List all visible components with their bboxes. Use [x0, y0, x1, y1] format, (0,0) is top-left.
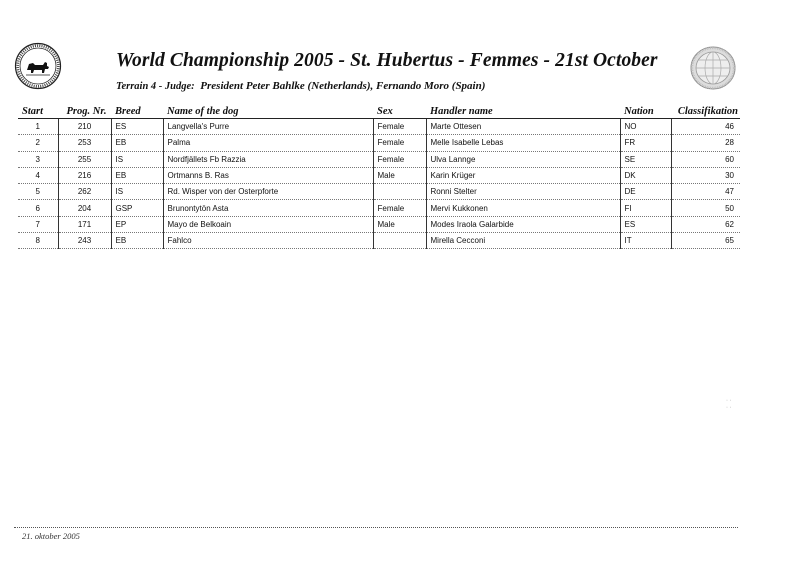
cell-breed: GSP — [111, 200, 163, 216]
cell-sex — [373, 233, 426, 249]
cell-dog-name: Mayo de Belkoain — [163, 216, 373, 232]
cell-breed: IS — [111, 151, 163, 167]
cell-start: 2 — [18, 135, 58, 151]
cell-handler: Modes Iraola Galarbide — [426, 216, 620, 232]
cell-sex: Female — [373, 151, 426, 167]
cell-dog-name: Nordfjällets Fb Razzia — [163, 151, 373, 167]
cell-sex: Female — [373, 200, 426, 216]
table-row — [18, 233, 740, 249]
col-handler: Handler name — [426, 104, 620, 119]
table-row — [18, 216, 740, 232]
table-row — [18, 167, 740, 183]
cell-prog-nr: 243 — [58, 233, 111, 249]
cell-nation: DE — [620, 184, 671, 200]
cell-classification: 28 — [671, 135, 740, 151]
cell-classification: 46 — [671, 119, 740, 135]
table-header-row — [18, 104, 740, 119]
cell-classification: 62 — [671, 216, 740, 232]
col-nation: Nation — [620, 104, 671, 119]
cell-breed: EB — [111, 167, 163, 183]
cell-sex: Male — [373, 167, 426, 183]
cell-dog-name: Langvella's Purre — [163, 119, 373, 135]
col-start: Start — [18, 104, 58, 119]
cell-handler: Mervi Kukkonen — [426, 200, 620, 216]
terrain-label: Terrain 4 - Judge: — [116, 81, 195, 92]
terrain-judge-line — [116, 80, 485, 92]
cell-handler: Ulva Lannge — [426, 151, 620, 167]
cell-dog-name: Brunontytön Asta — [163, 200, 373, 216]
table-row — [18, 119, 740, 135]
cell-prog-nr: 210 — [58, 119, 111, 135]
cell-prog-nr: 255 — [58, 151, 111, 167]
cell-sex: Female — [373, 119, 426, 135]
cell-handler: Karin Krüger — [426, 167, 620, 183]
cell-prog-nr: 171 — [58, 216, 111, 232]
cell-handler: Mirella Cecconi — [426, 233, 620, 249]
cell-breed: EB — [111, 233, 163, 249]
fci-globe-icon — [688, 44, 738, 92]
cell-sex — [373, 184, 426, 200]
cell-breed: EB — [111, 135, 163, 151]
col-dog-name: Name of the dog — [163, 104, 373, 119]
cell-classification: 65 — [671, 233, 740, 249]
cell-sex: Male — [373, 216, 426, 232]
cell-nation: NO — [620, 119, 671, 135]
scan-specks: · · · · — [726, 398, 732, 411]
cell-prog-nr: 262 — [58, 184, 111, 200]
page-title: World Championship 2005 - St. Hubertus - Femmes - 21st October — [116, 50, 658, 71]
cell-dog-name: Ortmanns B. Ras — [163, 167, 373, 183]
cell-dog-name: Fahlco — [163, 233, 373, 249]
cell-classification: 50 — [671, 200, 740, 216]
judges-names: President Peter Bahlke (Netherlands), Fernando Moro (Spain) — [200, 80, 486, 92]
cell-nation: ES — [620, 216, 671, 232]
cell-dog-name: Rd. Wisper von der Osterpforte — [163, 184, 373, 200]
cell-start: 1 — [18, 119, 58, 135]
cell-start: 4 — [18, 167, 58, 183]
footer-date: 21. oktober 2005 — [22, 531, 80, 541]
cell-start: 7 — [18, 216, 58, 232]
cell-classification: 30 — [671, 167, 740, 183]
cell-breed: IS — [111, 184, 163, 200]
cell-sex: Female — [373, 135, 426, 151]
cell-start: 3 — [18, 151, 58, 167]
cell-dog-name: Palma — [163, 135, 373, 151]
cell-start: 6 — [18, 200, 58, 216]
table-row — [18, 151, 740, 167]
cell-prog-nr: 253 — [58, 135, 111, 151]
table-row — [18, 200, 740, 216]
results-table — [18, 104, 740, 249]
cell-nation: FI — [620, 200, 671, 216]
terrier-emblem-icon — [14, 42, 62, 90]
table-row — [18, 135, 740, 151]
cell-nation: FR — [620, 135, 671, 151]
cell-handler: Melle Isabelle Lebas — [426, 135, 620, 151]
cell-start: 8 — [18, 233, 58, 249]
cell-handler: Marte Ottesen — [426, 119, 620, 135]
cell-classification: 47 — [671, 184, 740, 200]
cell-start: 5 — [18, 184, 58, 200]
cell-prog-nr: 204 — [58, 200, 111, 216]
footer-divider — [14, 527, 738, 528]
cell-nation: SE — [620, 151, 671, 167]
cell-nation: DK — [620, 167, 671, 183]
col-prog-nr: Prog. Nr. — [58, 104, 111, 119]
table-row — [18, 184, 740, 200]
cell-handler: Ronni Stelter — [426, 184, 620, 200]
cell-nation: IT — [620, 233, 671, 249]
cell-classification: 60 — [671, 151, 740, 167]
table-body — [18, 119, 740, 249]
cell-breed: ES — [111, 119, 163, 135]
col-classification: Classifikation — [671, 104, 740, 119]
col-breed: Breed — [111, 104, 163, 119]
cell-prog-nr: 216 — [58, 167, 111, 183]
col-sex: Sex — [373, 104, 426, 119]
cell-breed: EP — [111, 216, 163, 232]
